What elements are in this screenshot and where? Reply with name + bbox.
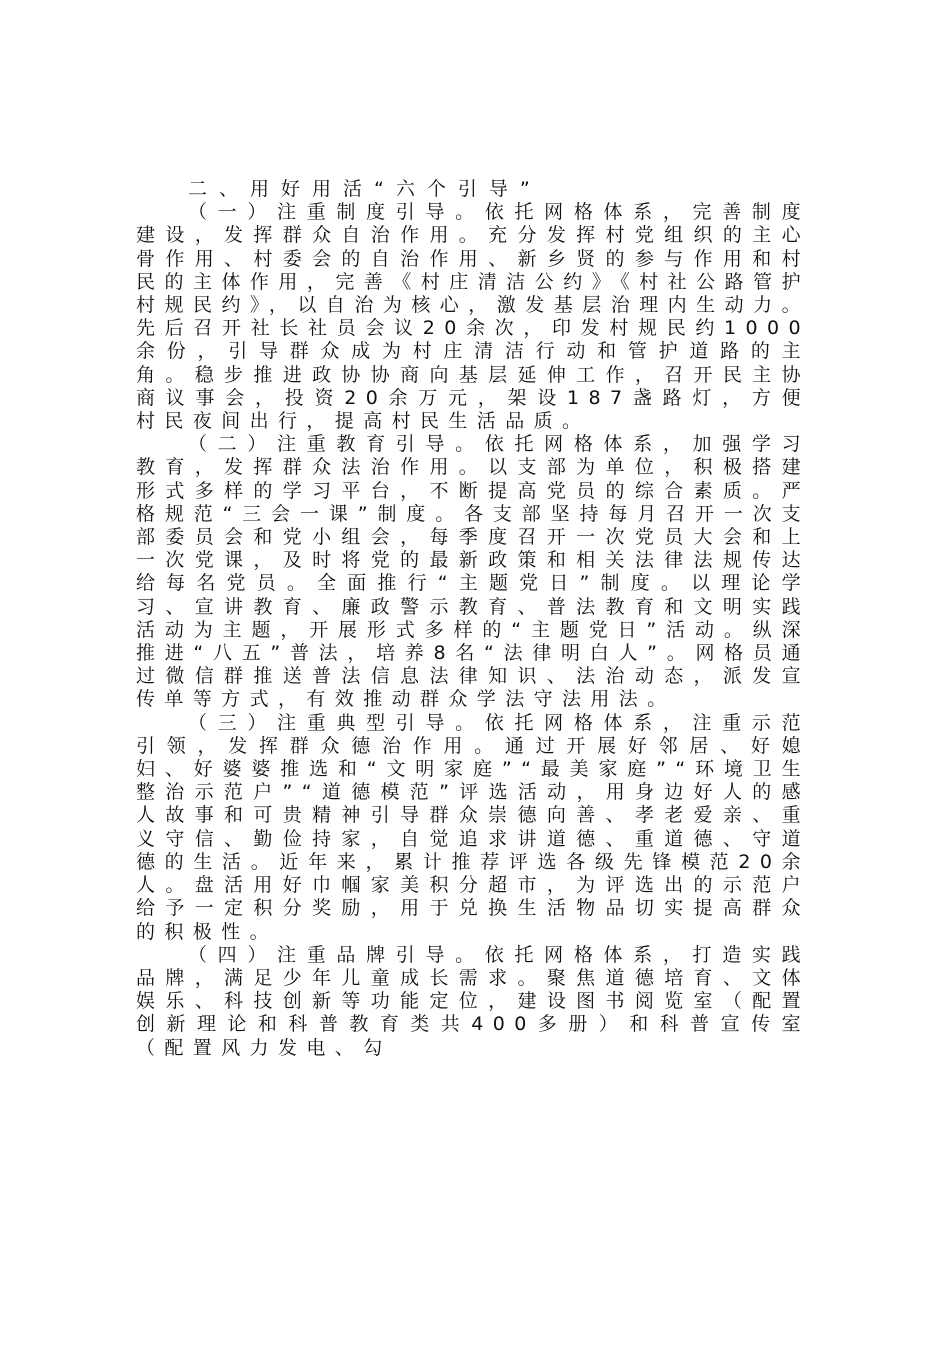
paragraph-brand-guidance: （四）注重品牌引导。依托网格体系，打造实践品牌，满足少年儿童成长需求。聚焦道德培育、文体娱乐、科技创新等功能定位，建设图书阅览室（配置创新理论和科普教育类共400多册）和科普宣传室（配置风力发电、勾 bbox=[136, 943, 810, 1059]
paragraph-exemplar-guidance: （三）注重典型引导。依托网格体系，注重示范引领，发挥群众德治作用。通过开展好邻居、好媳妇、好婆婆推选和“文明家庭”“最美家庭”“环境卫生整治示范户”“道德模范”评选活动，用身边好人的感人故事和可贵精神引导群众崇德向善、孝老爱亲、重义守信、勤俭持家，自觉追求讲道德、重道德、守道德的生活。近年来，累计推荐评选各级先锋模范20余人。盘活用好巾帼家美积分超市，为评选出的示范户给予一定积分奖励，用于兑换生活物品切实提高群众的积极性。 bbox=[136, 711, 810, 943]
document-body bbox=[136, 178, 810, 1060]
paragraph-institutional-guidance: （一）注重制度引导。依托网格体系，完善制度建设，发挥群众自治作用。充分发挥村党组织的主心骨作用、村委会的自治作用、新乡贤的参与作用和村民的主体作用，完善《村庄清洁公约》《村社公路管护村规民约》，以自治为核心，激发基层治理内生动力。先后召开社长社员会议20余次，印发村规民约1000余份，引导群众成为村庄清洁行动和管护道路的主角。稳步推进政协协商向基层延伸工作，召开民主协商议事会，投资20余万元，架设187盏路灯，方便村民夜间出行，提高村民生活品质。 bbox=[136, 201, 810, 433]
paragraph-education-guidance: （二）注重教育引导。依托网格体系，加强学习教育，发挥群众法治作用。以支部为单位，积极搭建形式多样的学习平台，不断提高党员的综合素质。严格规范“三会一课”制度。各支部坚持每月召开一次支部委员会和党小组会，每季度召开一次党员大会和上一次党课，及时将党的最新政策和相关法律法规传达给每名党员。全面推行“主题党日”制度。以理论学习、宣讲教育、廉政警示教育、普法教育和文明实践活动为主题，开展形式多样的“主题党日”活动。纵深推进“八五”普法，培养8名“法律明白人”。网格员通过微信群推送普法信息法律知识、法治动态，派发宣传单等方式，有效推动群众学法守法用法。 bbox=[136, 433, 810, 711]
section-heading: 二、用好用活“六个引导” bbox=[188, 178, 542, 200]
